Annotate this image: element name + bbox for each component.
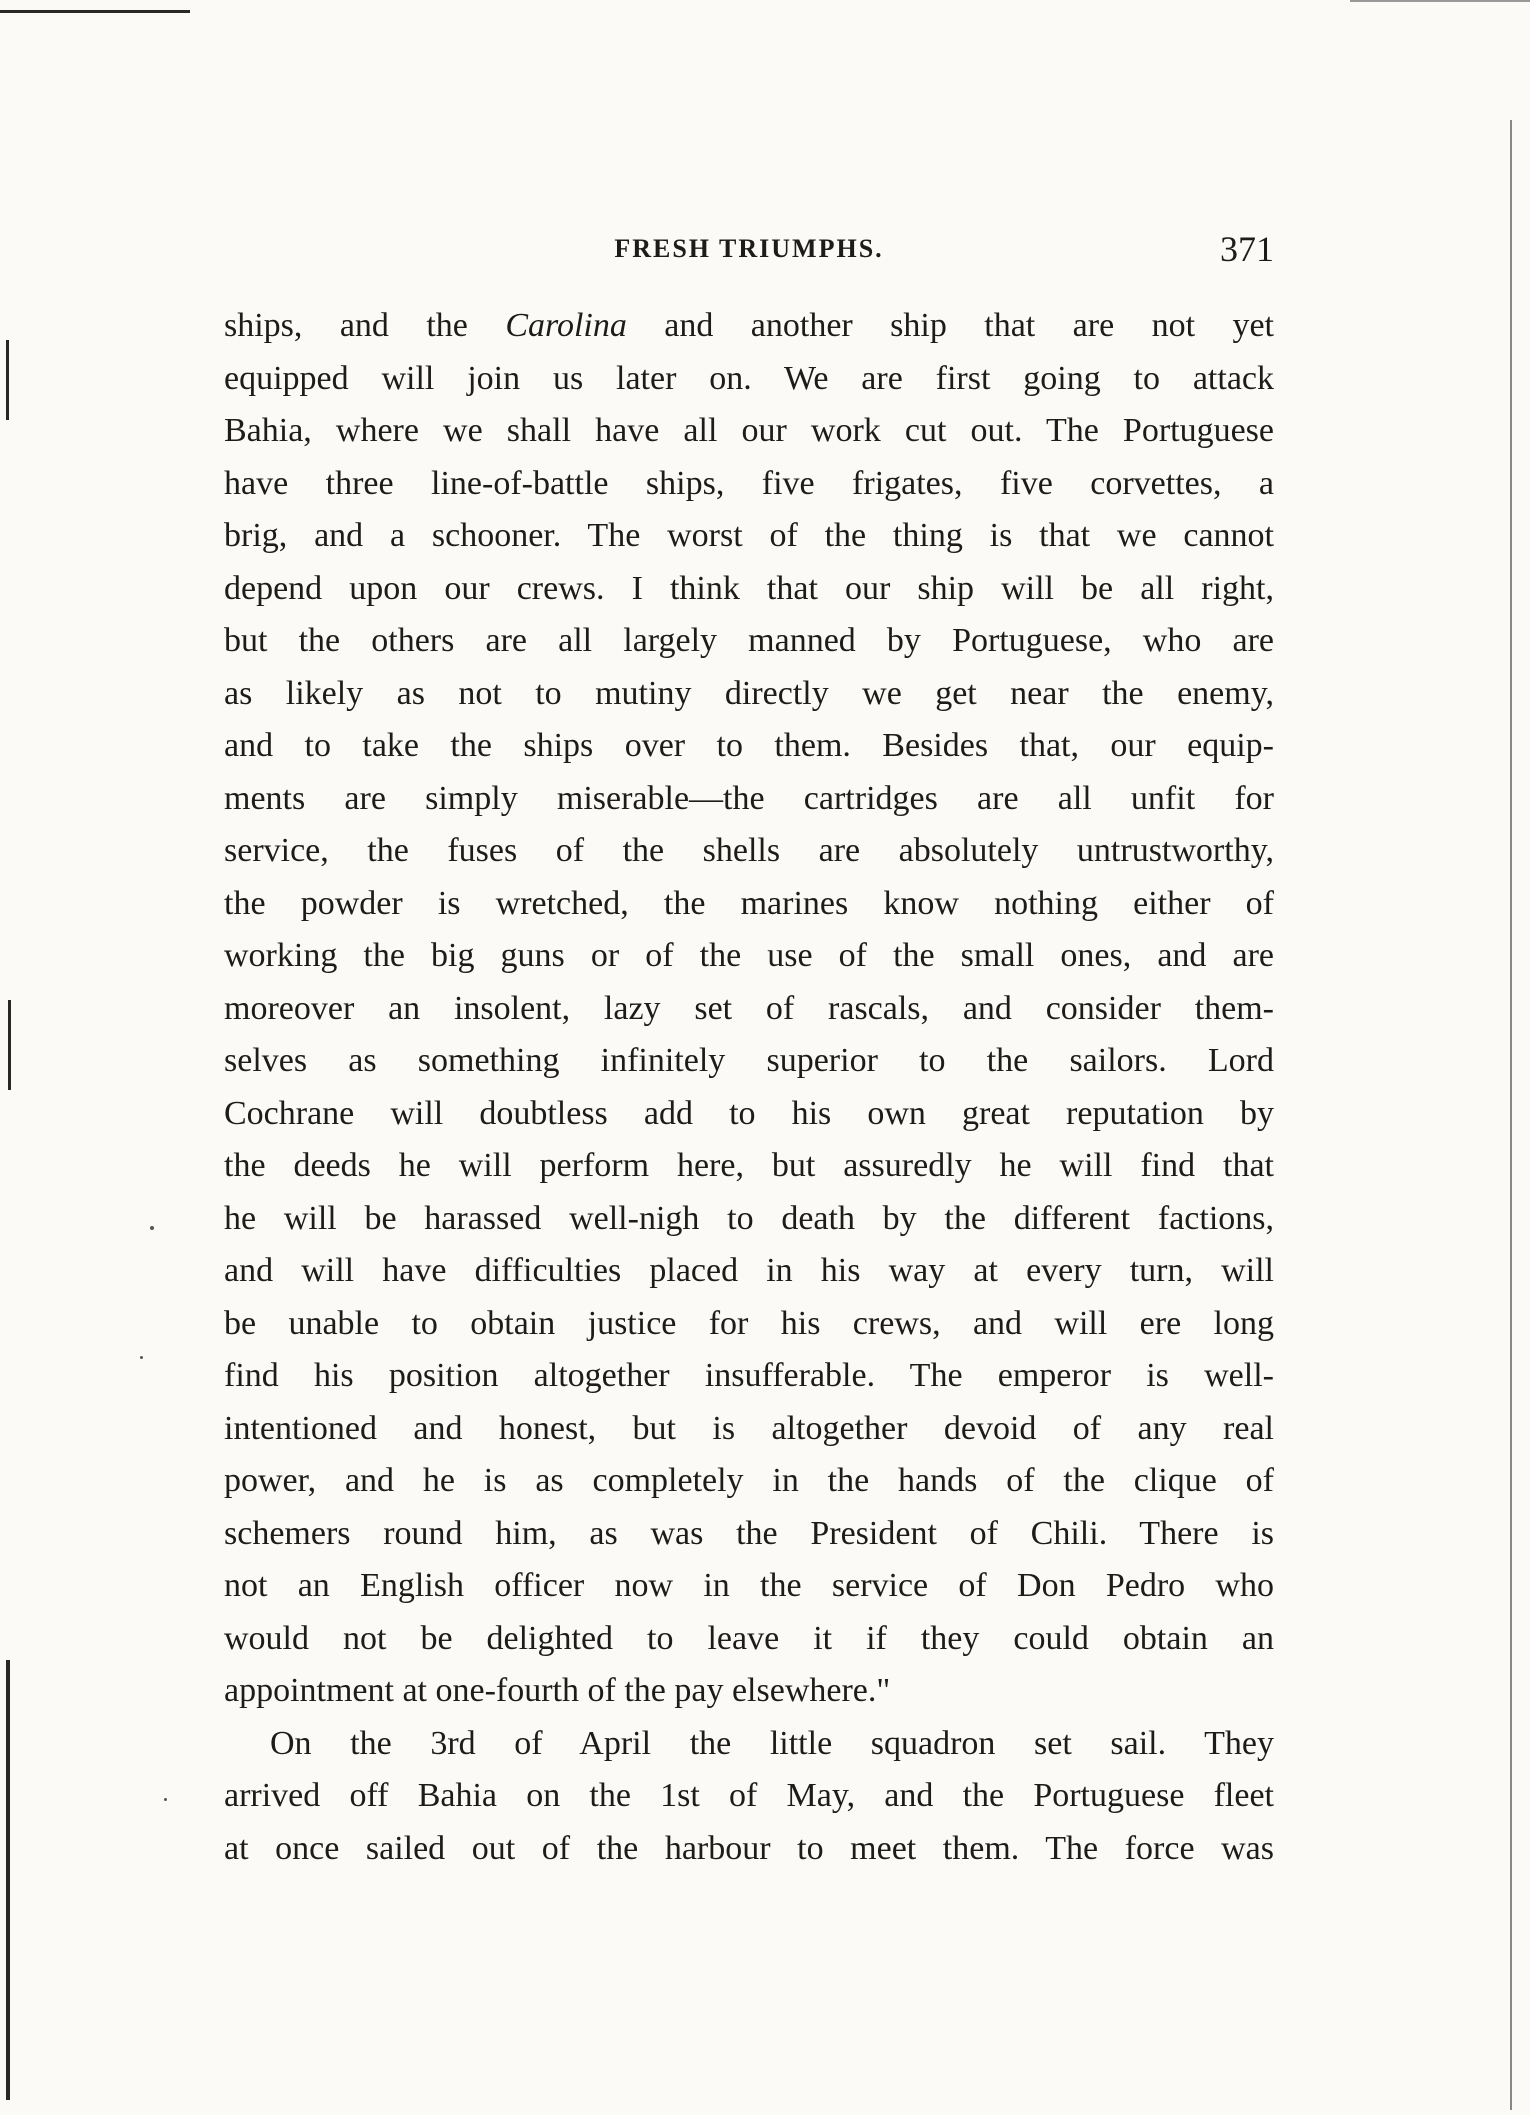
text-line: equipped will join us later on. We are first going to attack [224, 359, 1274, 397]
text-line: Cochrane will doubtless add to his own great reputation by [224, 1094, 1274, 1132]
scan-edge-mark-left-2 [8, 1000, 11, 1090]
text-line: Bahia, where we shall have all our work cut out. The Portuguese [224, 412, 1274, 449]
body-text [224, 300, 1274, 1875]
text-line: appointment at one-fourth of the pay elsewhere." [224, 1672, 891, 1709]
ink-speck [150, 1226, 154, 1230]
running-title: FRESH TRIUMPHS. [614, 234, 884, 263]
paragraph-1 [224, 300, 1274, 1718]
text-line: working the big guns or of the use of the small ones, and are [224, 937, 1274, 974]
text-line: ments are simply miserable—the cartridges are all unfit for [224, 779, 1274, 817]
text-line: have three line-of-battle ships, five frigates, five corvettes, a [224, 464, 1274, 502]
text-line: service, the fuses of the shells are absolutely untrustworthy, [224, 832, 1274, 869]
scan-edge-mark-top [0, 10, 190, 13]
page-number: 371 [1220, 229, 1274, 269]
text-line: and to take the ships over to them. Besides that, our equip- [224, 727, 1274, 764]
text-line: be unable to obtain justice for his crews, and will ere long [224, 1304, 1274, 1342]
text-line: selves as something infinitely superior to the sailors. Lord [224, 1042, 1274, 1079]
text-line: depend upon our crews. I think that our ship will be all right, [224, 569, 1274, 607]
text-line: brig, and a schooner. The worst of the thing is that we cannot [224, 517, 1274, 554]
text-line: ships, and the Carolina and another ship that are not yet [224, 307, 1274, 344]
text-line: moreover an insolent, lazy set of rascals, and consider them- [224, 989, 1274, 1027]
scan-edge-mark-left-3 [6, 1660, 10, 2100]
text-line: find his position altogether insufferable. The emperor is well- [224, 1357, 1274, 1394]
text-line: schemers round him, as was the President of Chili. There is [224, 1514, 1274, 1552]
scan-edge-mark-top-right [1350, 0, 1530, 2]
page-header [224, 228, 1274, 278]
scan-edge-mark-right [1510, 120, 1512, 2110]
text-line: the deeds he will perform here, but assuredly he will find that [224, 1147, 1274, 1184]
ink-speck [140, 1356, 143, 1359]
text-line: he will be harassed well-nigh to death by the different factions, [224, 1199, 1274, 1237]
text-line: arrived off Bahia on the 1st of May, and the Portuguese fleet [224, 1777, 1274, 1814]
text-line: On the 3rd of April the little squadron set sail. They [270, 1724, 1274, 1762]
text-line: power, and he is as completely in the hands of the clique of [224, 1462, 1274, 1499]
ship-name-carolina: Carolina [505, 307, 627, 344]
text-line: but the others are all largely manned by Portuguese, who are [224, 622, 1274, 659]
text-line: intentioned and honest, but is altogether devoid of any real [224, 1409, 1274, 1447]
text-line: would not be delighted to leave it if they could obtain an [224, 1619, 1274, 1657]
scan-edge-mark-left-1 [6, 340, 9, 420]
paragraph-2 [224, 1718, 1274, 1876]
text-line: as likely as not to mutiny directly we get near the enemy, [224, 674, 1274, 712]
text-line: at once sailed out of the harbour to meet them. The force was [224, 1829, 1274, 1867]
text-line: the powder is wretched, the marines know nothing either of [224, 884, 1274, 922]
ink-speck [164, 1798, 167, 1801]
text-line: and will have difficulties placed in his way at every turn, will [224, 1252, 1274, 1289]
text-line: not an English officer now in the service of Don Pedro who [224, 1567, 1274, 1604]
